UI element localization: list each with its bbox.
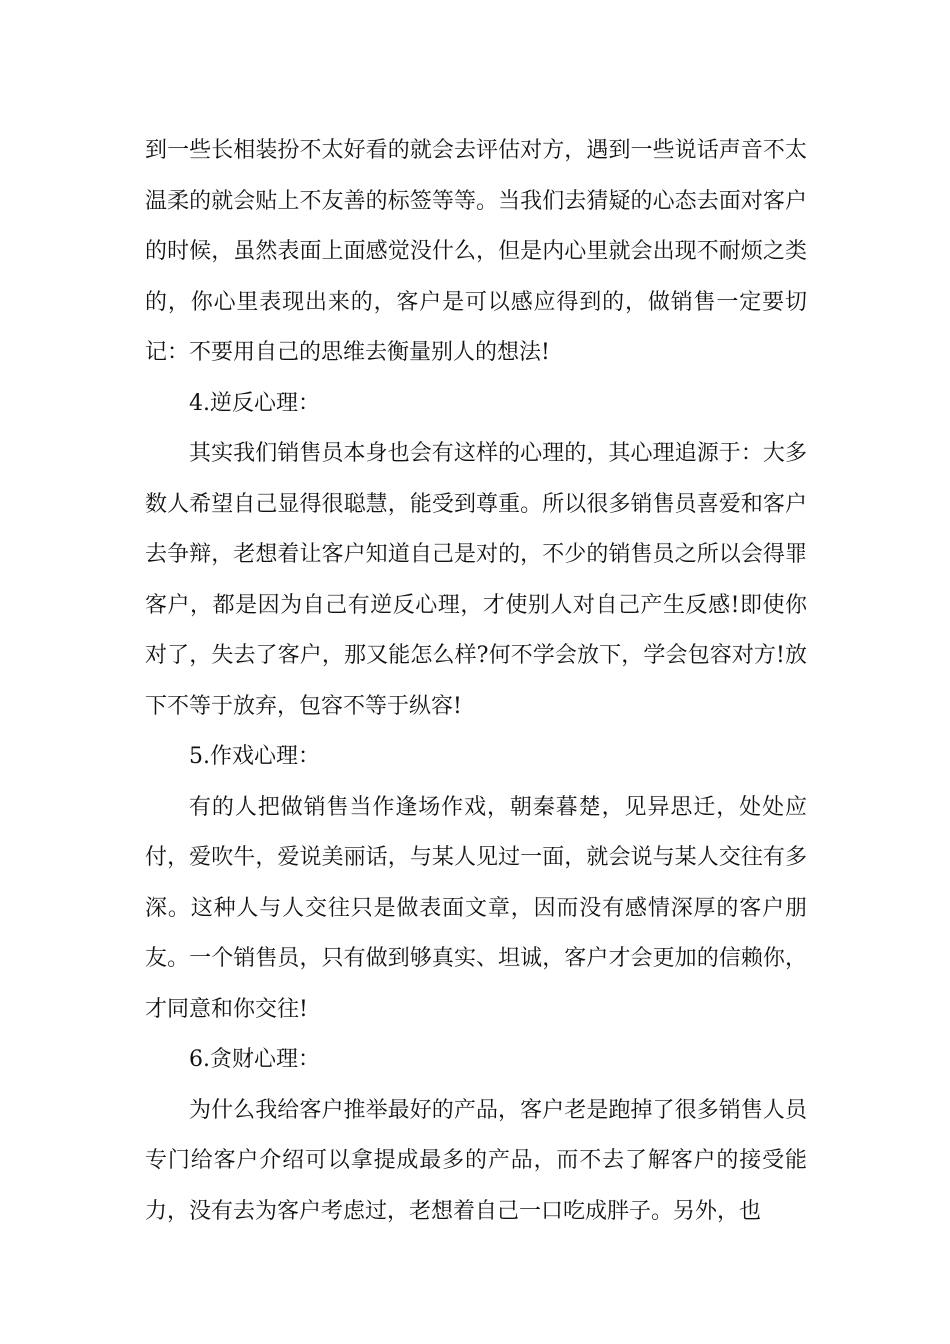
section-heading-acting-psychology: 5.作戏心理： [189, 744, 320, 769]
paragraph-rebellious-psychology: 其实我们销售员本身也会有这样的心理的，其心理追源于：大多数人希望自己显得很聪慧，能受到尊重。所以很多销售员喜爱和客户去争辩，老想着让客户知道自己是对的，不少的销售员之所以会得罪客户，都是因为自己有逆反心理，才使别人对自己产生反感!即使你对了，失去了客户，那又能怎么样?何不学会放下，学会包容对方!放下不等于放弃，包容不等于纵容! [145, 441, 807, 719]
document-page [145, 126, 807, 1237]
section-heading-rebellious-psychology: 4.逆反心理： [189, 390, 320, 416]
paragraph-acting-psychology: 有的人把做销售当作逢场作戏，朝秦暮楚，见异思迁，处处应付，爱吹牛，爱说美丽话，与某人见过一面，就会说与某人交往有多深。这种人与人交往只是做表面文章，因而没有感情深厚的客户朋友。一个销售员，只有做到够真实、坦诚，客户才会更加的信赖你，才同意和你交往! [145, 794, 807, 1022]
section-heading-greed-psychology: 6.贪财心理： [189, 1047, 320, 1072]
paragraph-continuation: 到一些长相装扮不太好看的就会去评估对方，遇到一些说话声音不太温柔的就会贴上不友善的标签等等。当我们去猜疑的心态去面对客户的时候，虽然表面上面感觉没什么，但是内心里就会出现不耐烦之类的，你心里表现出来的，客户是可以感应得到的，做销售一定要切记：不要用自己的思维去衡量别人的想法! [145, 138, 807, 365]
paragraph-greed-psychology: 为什么我给客户推举最好的产品，客户老是跑掉了很多销售人员专门给客户介绍可以拿提成最多的产品，而不去了解客户的接受能力，没有去为客户考虑过，老想着自己一口吃成胖子。另外，也 [145, 1097, 807, 1224]
